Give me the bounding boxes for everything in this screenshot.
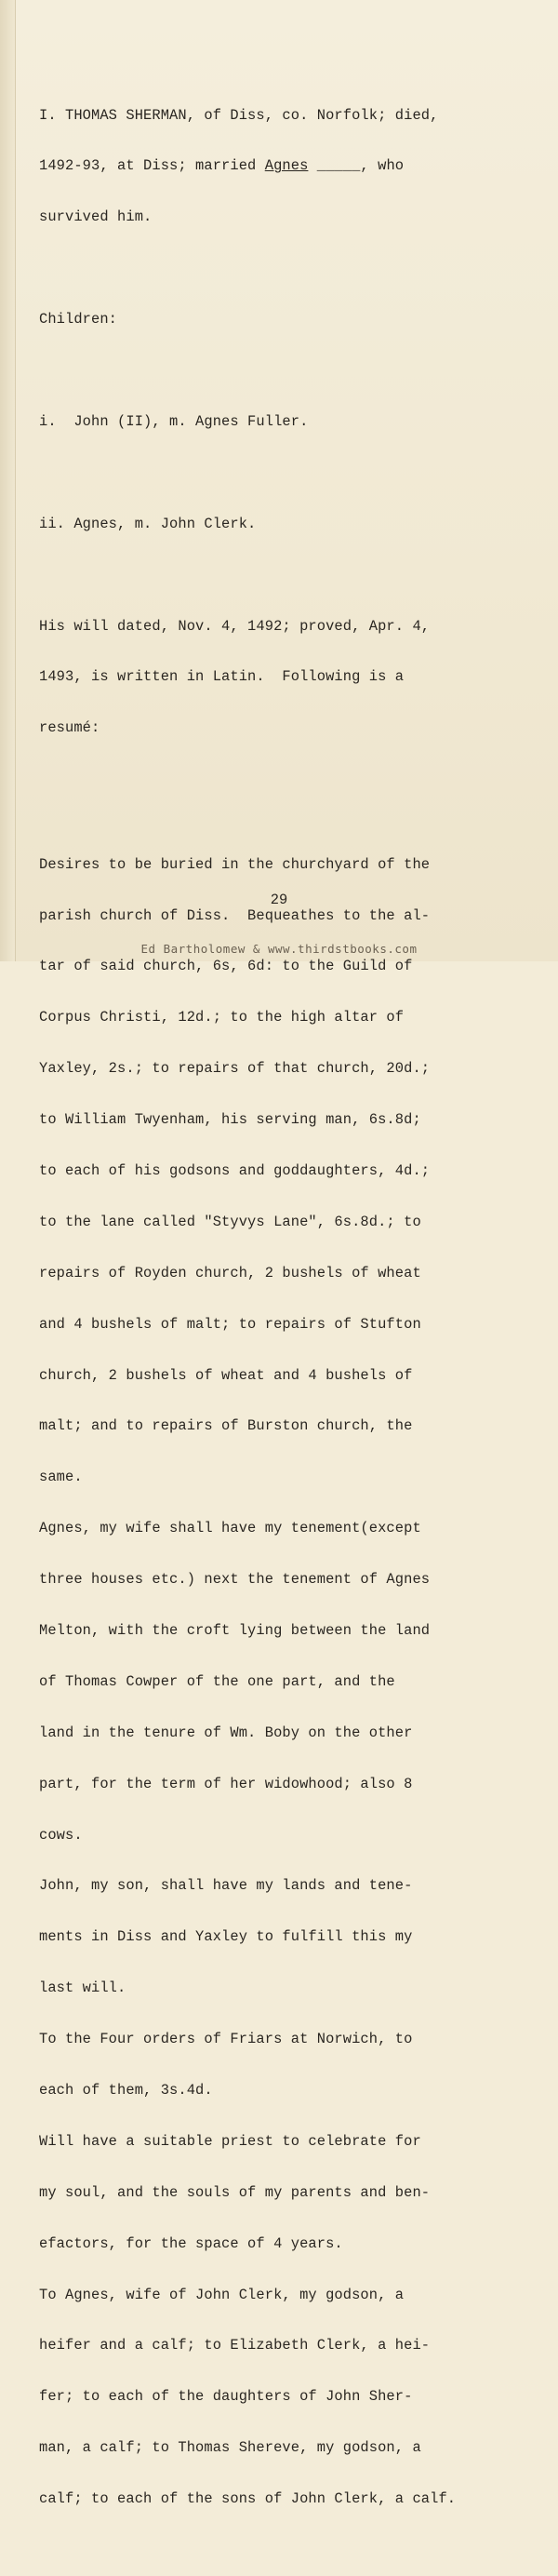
heading-line-2: [39, 157, 541, 174]
body-line: to the lane called "Styvys Lane", 6s.8d.; to: [39, 1213, 421, 1230]
body-line: calf; to each of the sons of John Clerk, a calf.: [39, 2490, 457, 2508]
heading-line-2-end: _____, who: [308, 157, 405, 175]
body-line: my soul, and the souls of my parents and ben-: [39, 2183, 431, 2201]
body-line: tar of said church, 6s, 6d: to the Guild of: [39, 958, 413, 975]
body-line: parish church of Diss. Bequeathes to the al-: [39, 906, 431, 924]
heading-line-1: I. THOMAS SHERMAN, of Diss, co. Norfolk; died,: [39, 106, 439, 124]
footer-credit: Ed Bartholomew & www.thirdstbooks.com: [140, 942, 418, 956]
body-line: malt; and to repairs of Burston church, the: [39, 1417, 413, 1435]
body-line: cows.: [39, 1826, 83, 1844]
body-line: to each of his godsons and goddaughters, 4d.;: [39, 1162, 431, 1179]
body-line: John, my son, shall have my lands and tene-: [39, 1877, 413, 1895]
body-line: same.: [39, 1469, 83, 1486]
child-item-1: i. John (II), m. Agnes Fuller.: [39, 412, 309, 430]
body-line: Agnes, my wife shall have my tenement(except: [39, 1520, 421, 1537]
child-item-2: ii. Agnes, m. John Clerk.: [39, 515, 257, 532]
heading-line-2-start: 1492-93, at Diss; married: [39, 157, 265, 175]
children-label: Children:: [39, 311, 118, 329]
body-line: man, a calf; to Thomas Shereve, my godson, a: [39, 2439, 421, 2457]
will-intro-line-1: His will dated, Nov. 4, 1492; proved, Apr. 4,: [39, 617, 431, 635]
body-line: Will have a suitable priest to celebrate for: [39, 2132, 421, 2150]
body-line: ments in Diss and Yaxley to fulfill this my: [39, 1928, 413, 1946]
will-body: [39, 822, 541, 2542]
page-number: 29: [270, 892, 288, 908]
body-line: church, 2 bushels of wheat and 4 bushels of: [39, 1366, 413, 1384]
will-intro-line-2: 1493, is written in Latin. Following is a: [39, 668, 405, 686]
body-line: three houses etc.) next the tenement of Agnes: [39, 1571, 431, 1589]
body-line: last will.: [39, 1979, 126, 1997]
body-line: and 4 bushels of malt; to repairs of Stufton: [39, 1315, 421, 1333]
body-line: each of them, 3s.4d.: [39, 2082, 213, 2100]
body-line: part, for the term of her widowhood; also 8: [39, 1775, 413, 1792]
body-line: repairs of Royden church, 2 bushels of wheat: [39, 1264, 421, 1281]
body-line: To the Four orders of Friars at Norwich, to: [39, 2031, 413, 2048]
page-binding-edge: [0, 0, 16, 961]
heading-line-3: survived him.: [39, 208, 153, 226]
body-line: heifer and a calf; to Elizabeth Clerk, a hei-: [39, 2337, 431, 2355]
body-line: efactors, for the space of 4 years.: [39, 2234, 343, 2252]
body-line: land in the tenure of Wm. Boby on the other: [39, 1724, 413, 1741]
body-line: to William Twyenham, his serving man, 6s.8d;: [39, 1111, 421, 1129]
body-line: To Agnes, wife of John Clerk, my godson, a: [39, 2286, 405, 2303]
body-line: Desires to be buried in the churchyard of the: [39, 855, 431, 873]
body-line: Yaxley, 2s.; to repairs of that church, 20d.;: [39, 1060, 431, 1078]
body-line: Corpus Christi, 12d.; to the high altar of: [39, 1009, 405, 1026]
body-line: fer; to each of the daughters of John Sher-: [39, 2388, 413, 2406]
body-line: Melton, with the croft lying between the land: [39, 1622, 431, 1640]
wife-name-underlined: Agnes: [264, 157, 309, 175]
body-line: of Thomas Cowper of the one part, and the: [39, 1672, 395, 1690]
will-intro-line-3: resumé:: [39, 719, 100, 737]
document-text: [39, 73, 541, 2576]
